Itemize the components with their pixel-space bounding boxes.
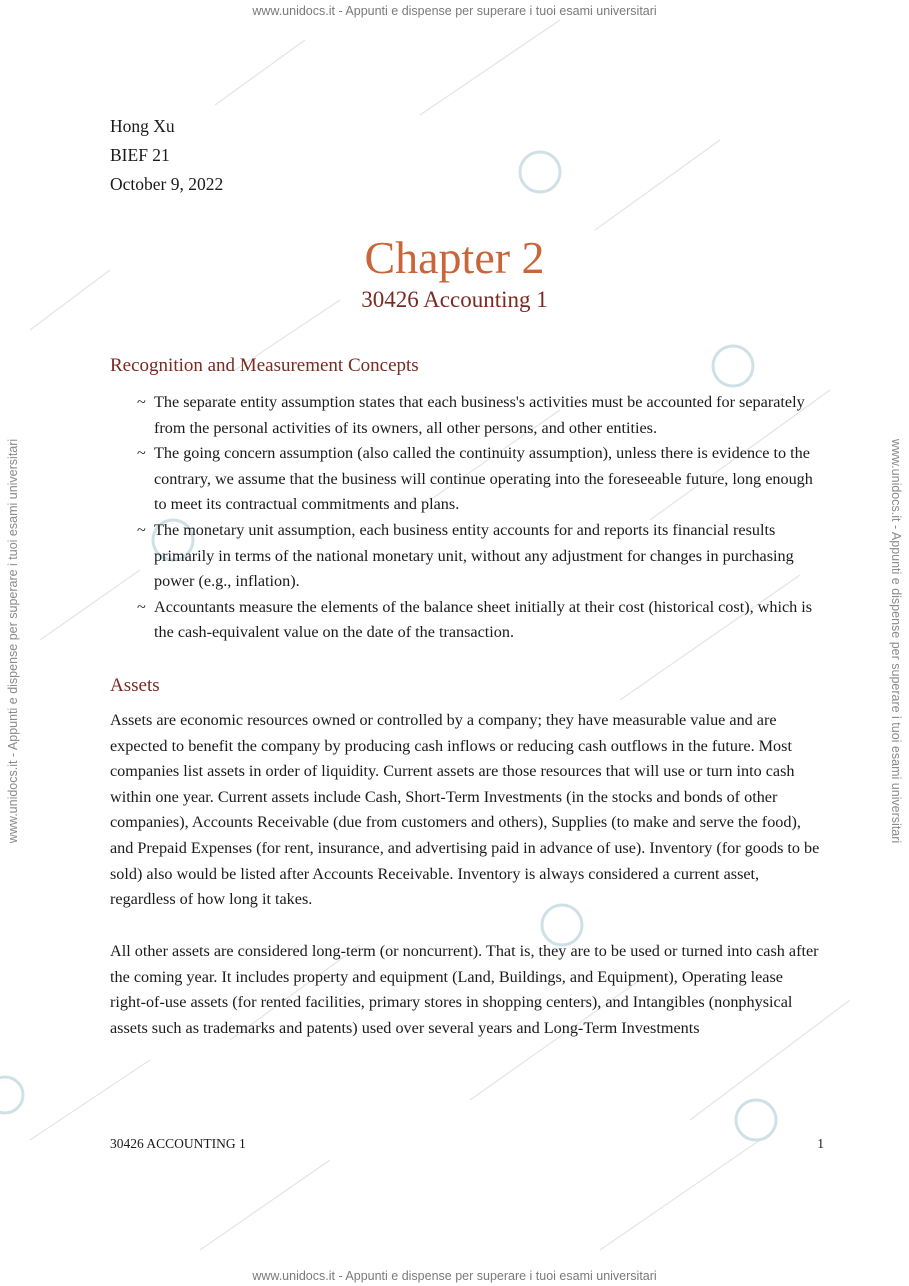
document-date: October 9, 2022 [110, 174, 224, 194]
bullet-icon: ~ [137, 393, 146, 411]
list-item-text: Accountants measure the elements of the balance sheet initially at their cost (historical cost), which is the cash-equivalent value on the date of the transaction. [154, 597, 813, 642]
list-item [110, 595, 820, 646]
course-code: BIEF 21 [110, 145, 170, 165]
assets-paragraph-1: Assets are economic resources owned or controlled by a company; they have measurable value and are expected to benefit the company by producing cash inflows or reducing cash outflows in the future. Most companies list assets in order of liquidity. Current assets are those resources that will use or turn into cash within one year. Current assets include Cash, Short-Term Investments (in the stocks and bonds of other companies), Accounts Receivable (due from customers and others), Supplies (to make and serve the food), and Prepaid Expenses (for rent, insurance, and advertising paid in advance of use). Inventory (for goods to be sold) also would be listed after Accounts Receivable. Inventory is always considered a current asset, regardless of how long it takes. [110, 711, 820, 909]
list-item-text: The monetary unit assumption, each business entity accounts for and reports its financial results primarily in terms of the national monetary unit, without any adjustment for changes in purchasing power (e.g., inflation). [154, 520, 794, 591]
watermark-banner-top[interactable]: www.unidocs.it - Appunti e dispense per superare i tuoi esami universitari [252, 4, 657, 18]
list-item [110, 390, 820, 441]
list-item [110, 518, 820, 595]
chapter-subtitle: 30426 Accounting 1 [361, 287, 548, 312]
concepts-list [110, 390, 820, 646]
bullet-icon: ~ [137, 444, 146, 463]
watermark-side-left: www.unidocs.it - Appunti e dispense per superare i tuoi esami universitari [6, 438, 20, 844]
list-item-text: The separate entity assumption states that each business's activities must be accounted for separately from the personal activities of its owners, all other persons, and other entities. [154, 393, 805, 437]
list-item-text: The going concern assumption (also called the continuity assumption), unless there is evidence to the contrary, we assume that the business will continue operating into the foreseeable future, long enough to meet its contractual commitments and plans. [154, 444, 813, 514]
page-number: 1 [817, 1136, 824, 1151]
section-heading-recognition: Recognition and Measurement Concepts [110, 355, 419, 376]
watermark-side-right: www.unidocs.it - Appunti e dispense per superare i tuoi esami universitari [889, 438, 903, 844]
watermark-banner-bottom[interactable]: www.unidocs.it - Appunti e dispense per superare i tuoi esami universitari [252, 1269, 657, 1283]
author-name: Hong Xu [110, 116, 175, 136]
list-item [110, 441, 820, 518]
bullet-icon: ~ [137, 597, 146, 616]
chapter-title: Chapter 2 [364, 232, 545, 283]
bullet-icon: ~ [137, 520, 146, 539]
footer-course-title: 30426 ACCOUNTING 1 [110, 1136, 246, 1151]
author-block [110, 112, 223, 199]
section-heading-assets: Assets [110, 675, 160, 696]
assets-paragraph-2: All other assets are considered long-term (or noncurrent). That is, they are to be used or turned into cash after the coming year. It includes property and equipment (Land, Buildings, and Equipment), Operating lease right-of-use assets (for rented facilities, primary stores in shopping centers), and Intangibles (nonphysical assets such as trademarks and patents) used over several years and Long-Term Investments [110, 942, 819, 1037]
